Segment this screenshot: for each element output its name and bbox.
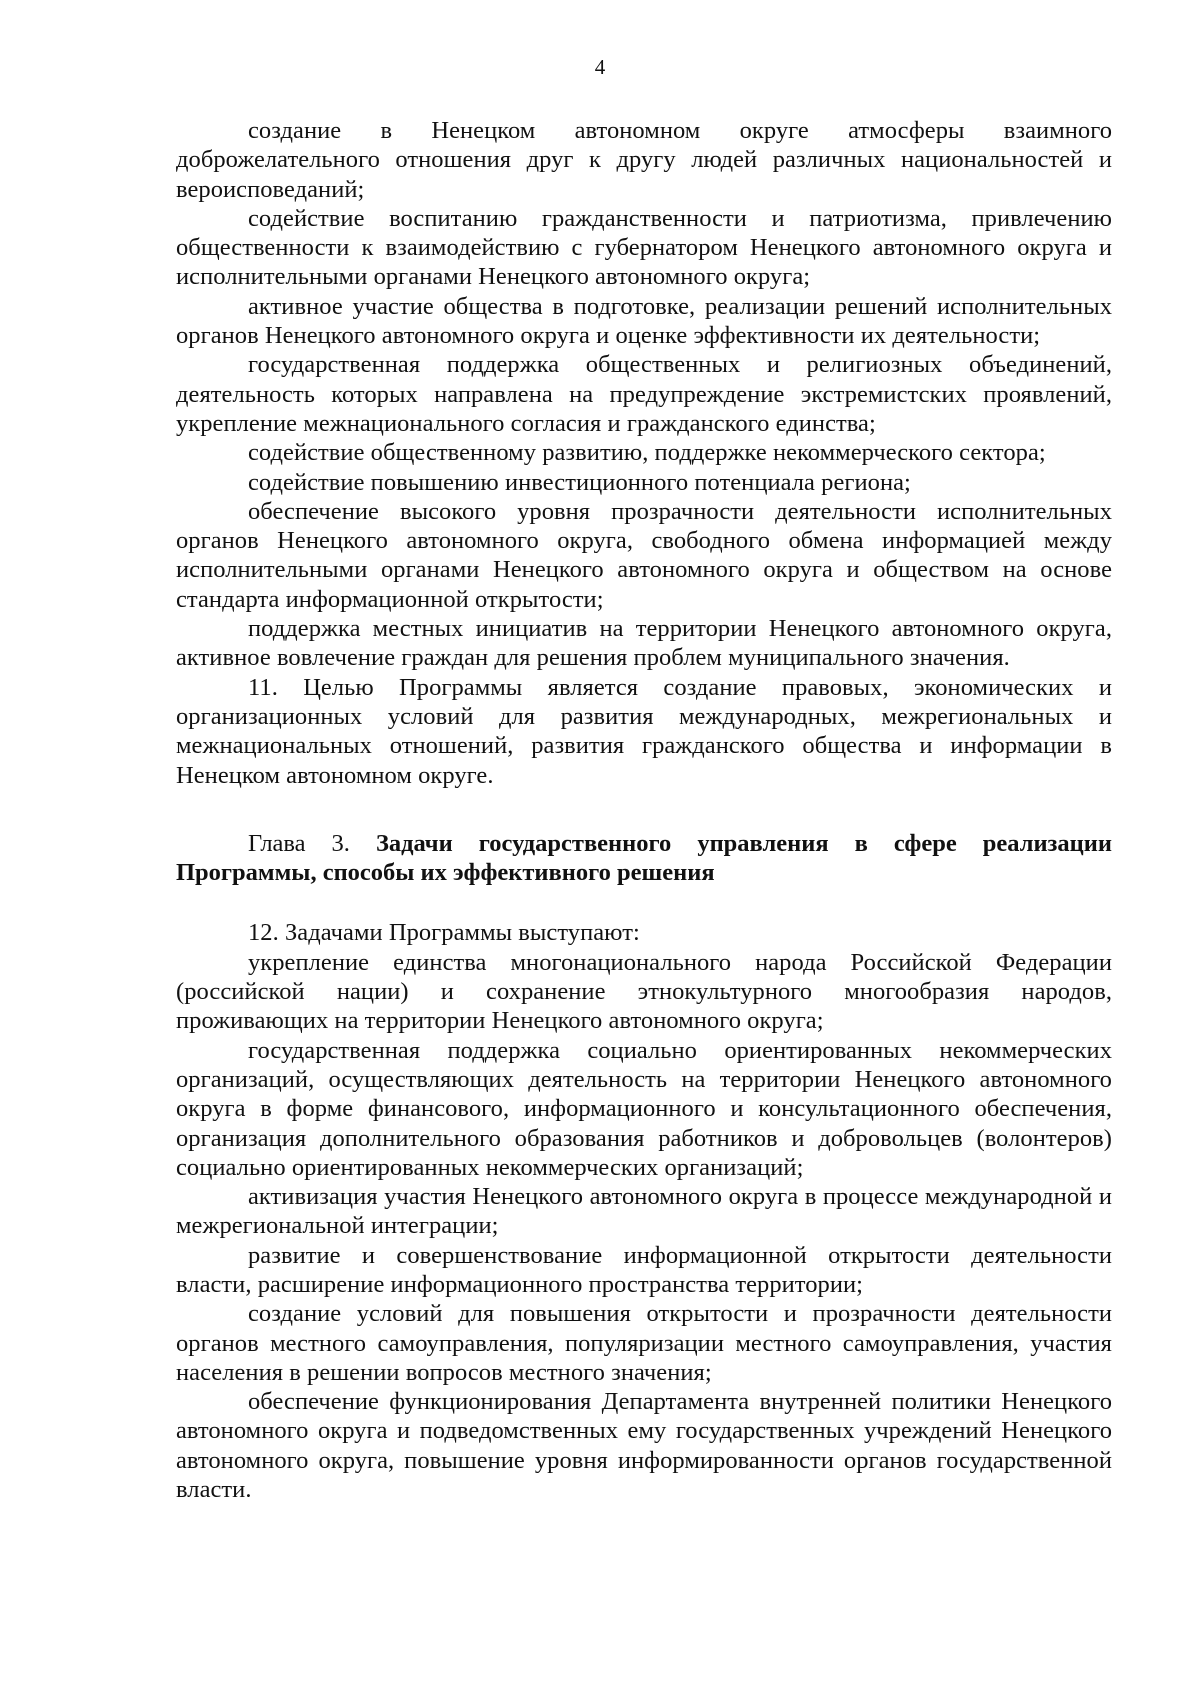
paragraph: укрепление единства многонационального народа Российской Федерации (российской нации) и сохранение этнокультурного многообразия народов, проживающих на территории Ненецкого автономного округа; [176,948,1112,1035]
paragraph: государственная поддержка общественных и религиозных объединений, деятельность которых направлена на предупреждение экстремистских проявлений, укрепление межнационального согласия и гражданского единства; [176,351,1112,437]
paragraph: создание в Ненецком автономном округе атмосферы взаимного доброжелательного отношения друг к другу людей различных национальностей и вероисповеданий; [176,117,1112,203]
paragraph: поддержка местных инициатив на территории Ненецкого автономного округа, активное вовлечение граждан для решения проблем муниципального значения. [176,615,1112,672]
page-number: 4 [594,55,606,79]
chapter-heading [176,829,1112,888]
paragraph: активное участие общества в подготовке, реализации решений исполнительных органов Ненецкого автономного округа и оценке эффективности их деятельности; [176,292,1112,350]
paragraph: обеспечение функционирования Департамента внутренней политики Ненецкого автономного округа и подведомственных ему государственных учреждений Ненецкого автономного округа, повышение уровня информированности органов государственной власти. [176,1388,1112,1504]
document-body [176,116,1112,1504]
paragraph: создание условий для повышения открытости и прозрачности деятельности органов местного самоуправления, популяризации местного самоуправления, участия населения в решении вопросов местного значения; [176,1300,1112,1386]
chapter-title: Задачи государственного управления в сфере реализации Программы, способы их эффективного решения [176,829,1112,887]
paragraph: государственная поддержка социально ориентированных некоммерческих организаций, осуществляющих деятельность на территории Ненецкого автономного округа в форме финансового, информационного и консультационного обеспечения, организация дополнительного образования работников и добровольцев (волонтеров) социально ориентированных некоммерческих организаций; [176,1036,1112,1181]
paragraph: развитие и совершенствование информационной открытости деятельности власти, расширение информационного пространства территории; [176,1241,1112,1298]
paragraph: содействие повышению инвестиционного потенциала региона; [248,468,911,496]
goal-paragraph: 11. Целью Программы является создание правовых, экономических и организационных условий для развития международных, межрегиональных и межнациональных отношений, развития гражданского общества и информации в Ненецком автономном округе. [176,673,1112,789]
paragraph: активизация участия Ненецкого автономного округа в процессе международной и межрегиональной интеграции; [176,1183,1112,1240]
tasks-intro-paragraph: 12. Задачами Программы выступают: [248,919,640,947]
chapter-prefix: Глава 3. [248,829,350,857]
paragraph: обеспечение высокого уровня прозрачности деятельности исполнительных органов Ненецкого автономного округа, свободного обмена информацией между исполнительными органами Ненецкого автономного округа и обществом на основе стандарта информационной открытости; [176,497,1112,613]
paragraph: содействие воспитанию гражданственности и патриотизма, привлечению общественности к взаимодействию с губернатором Ненецкого автономного округа и исполнительными органами Ненецкого автономного округа; [176,204,1112,291]
paragraph: содействие общественному развитию, поддержке некоммерческого сектора; [248,439,1046,467]
